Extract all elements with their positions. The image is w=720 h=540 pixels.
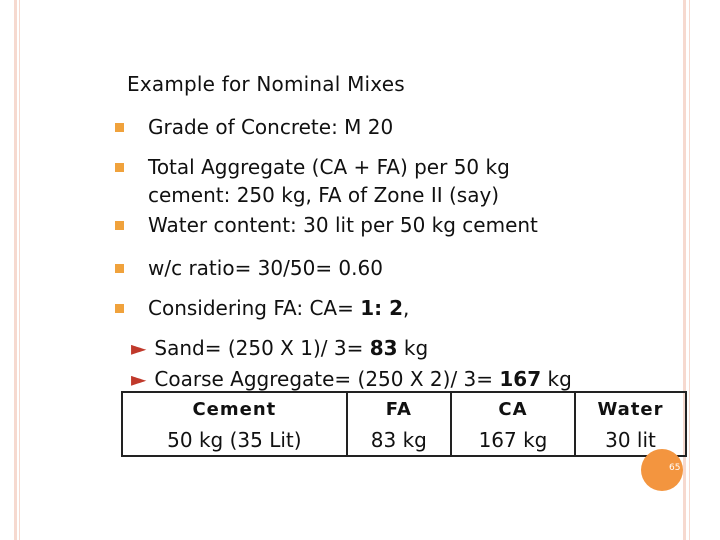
table-header-ca: CA	[451, 392, 575, 425]
decorative-frame-right	[683, 0, 686, 540]
arrow-text-pre: Coarse Aggregate= (250 X 2)/ 3=	[154, 367, 500, 391]
table-cell-water: 30 lit	[575, 425, 686, 456]
arrow-item-coarse-aggregate	[131, 365, 572, 393]
bullet-text-bold: 1: 2	[360, 296, 404, 320]
table-header-cement: Cement	[122, 392, 347, 425]
bullet-grade	[114, 113, 394, 141]
table-cell-fa: 83 kg	[347, 425, 451, 456]
bullet-water-content	[114, 211, 538, 239]
table-cell-ca: 167 kg	[451, 425, 575, 456]
arrow-text-bold: 167	[499, 367, 542, 391]
bullet-text-pre: Considering FA: CA=	[148, 296, 361, 320]
table-header-water: Water	[575, 392, 686, 425]
table-header-row	[122, 392, 686, 425]
bullet-text-line1: Total Aggregate (CA + FA) per 50 kg	[148, 155, 510, 179]
arrow-bullet-icon: ►	[131, 336, 147, 360]
table-row	[122, 425, 686, 456]
bullet-text-post: ,	[403, 296, 410, 320]
arrow-text-pre: Sand= (250 X 1)/ 3=	[154, 336, 370, 360]
square-bullet-icon	[115, 264, 124, 273]
bullet-text: Water content: 30 lit per 50 kg cement	[148, 213, 538, 237]
table-cell-cement: 50 kg (35 Lit)	[122, 425, 347, 456]
decorative-frame-left-inner	[19, 0, 20, 540]
bullet-text	[148, 294, 409, 322]
square-bullet-icon	[115, 163, 124, 172]
decorative-frame-left	[14, 0, 17, 540]
slide-title: Example for Nominal Mixes	[127, 72, 405, 96]
square-bullet-icon	[115, 221, 124, 230]
arrow-bullet-icon: ►	[131, 367, 147, 391]
arrow-text-post: kg	[541, 367, 572, 391]
bullet-text-line2: cement: 250 kg, FA of Zone II (say)	[148, 183, 500, 207]
arrow-item-sand	[131, 334, 428, 362]
bullet-text: w/c ratio= 30/50= 0.60	[148, 256, 383, 280]
decorative-frame-right-inner	[689, 0, 690, 540]
table-header-fa: FA	[347, 392, 451, 425]
bullet-fa-ca-ratio	[114, 294, 410, 322]
bullet-wc-ratio	[114, 254, 383, 282]
mix-table	[121, 391, 687, 457]
bullet-text: Grade of Concrete: M 20	[148, 115, 394, 139]
page-number: 65	[669, 463, 681, 473]
arrow-text-post: kg	[397, 336, 429, 360]
arrow-text-bold: 83	[369, 336, 398, 360]
square-bullet-icon	[115, 304, 124, 313]
square-bullet-icon	[115, 123, 124, 132]
bullet-total-aggregate	[114, 153, 510, 209]
